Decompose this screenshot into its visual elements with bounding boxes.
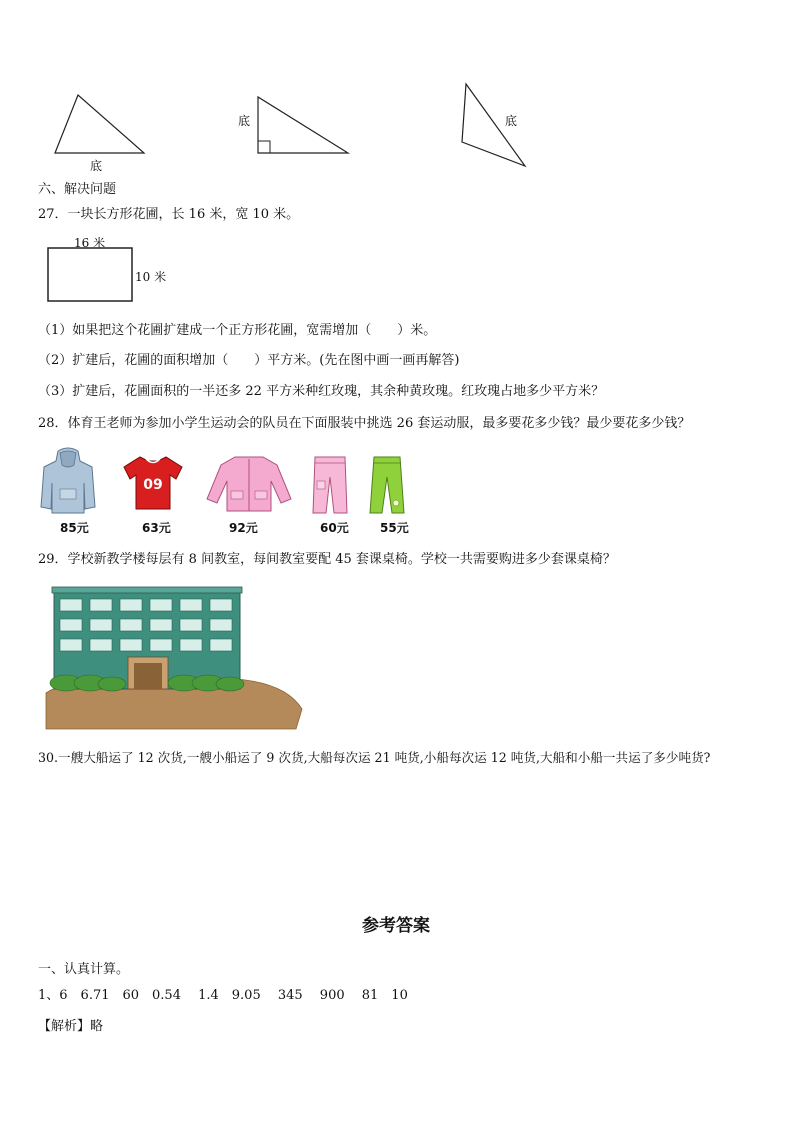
question-28: 28．体育王老师为参加小学生运动会的队员在下面服装中挑选 26 套运动服，最多要花多少钱？最少要花多少钱？ xyxy=(38,416,691,431)
price-jacket: 92元 xyxy=(229,521,258,535)
price-pants-green: 55元 xyxy=(380,521,409,535)
rectangle-garden-figure xyxy=(0,0,794,320)
jacket-icon xyxy=(205,455,293,515)
answers-section-heading: 一、认真计算。 xyxy=(38,962,130,977)
width-label: 10 米 xyxy=(135,270,167,284)
pants-pink-icon xyxy=(311,455,351,515)
triangle-3-base-label: 底 xyxy=(505,114,518,128)
price-hoodie: 85元 xyxy=(60,521,89,535)
triangle-1-base-label: 底 xyxy=(90,159,103,173)
section-heading: 六、解决问题 xyxy=(38,182,117,197)
triangle-2-base-label: 底 xyxy=(238,114,251,128)
hoodie-icon xyxy=(40,447,96,515)
length-label: 16 米 xyxy=(74,236,106,250)
question-27: 27．一块长方形花圃，长 16 米，宽 10 米。 xyxy=(38,207,300,222)
price-pants-pink: 60元 xyxy=(320,521,349,535)
question-27-part-1: （1）如果把这个花圃扩建成一个正方形花圃，宽需增加（ ）米。 xyxy=(38,323,437,338)
pants-green-icon xyxy=(368,455,408,515)
question-27-part-2: （2）扩建后，花圃的面积增加（ ）平方米。(先在图中画一画再解答) xyxy=(38,353,460,368)
price-tshirt: 63元 xyxy=(142,521,171,535)
analysis-note: 【解析】略 xyxy=(38,1019,104,1034)
question-30: 30.一艘大船运了 12 次货,一艘小船运了 9 次货,大船每次运 21 吨货,小船每次运 12 吨货,大船和小船一共运了多少吨货? xyxy=(38,750,711,765)
question-27-part-3: （3）扩建后，花圃面积的一半还多 22 平方米种红玫瑰，其余种黄玫瑰。红玫瑰占地多少平方米？ xyxy=(38,384,605,399)
question-29: 29．学校新教学楼每层有 8 间教室，每间教室要配 45 套课桌椅。学校一共需要购进多少套课桌椅？ xyxy=(38,552,616,567)
answers-title: 参考答案 xyxy=(362,916,430,936)
tshirt-icon xyxy=(122,455,184,513)
school-building-illustration xyxy=(46,583,306,733)
shirt-number: 09 xyxy=(143,477,163,493)
answers-line-1: 1、6 6.71 60 0.54 1.4 9.05 345 900 81 10 xyxy=(38,988,408,1003)
